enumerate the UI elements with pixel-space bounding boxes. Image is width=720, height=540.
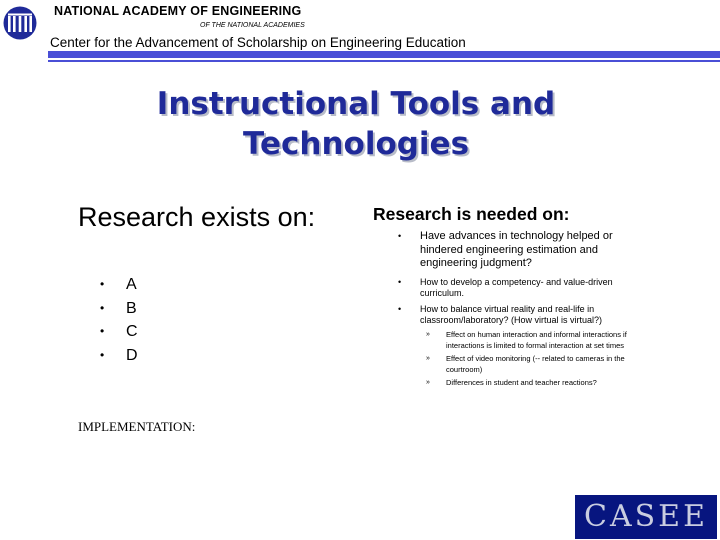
org-name: NATIONAL ACADEMY OF ENGINEERING xyxy=(54,4,302,18)
sub-list xyxy=(420,329,648,388)
header-rule-thin xyxy=(48,60,720,62)
left-heading: Research exists on: xyxy=(78,202,316,232)
bullet: • xyxy=(100,347,105,362)
list-item-text: A xyxy=(126,276,137,293)
sub-list-item-text: Effect of video monitoring (-- related to cameras in the courtroom) xyxy=(446,353,625,374)
slide-title-line-1: Instructional Tools and xyxy=(156,86,556,122)
list-item-text: How to develop a competency- and value-driven curriculum. xyxy=(420,276,613,298)
sub-list-item xyxy=(420,329,648,351)
sub-bullet: » xyxy=(426,354,430,362)
bullet: • xyxy=(398,276,402,287)
bullet: • xyxy=(398,303,402,314)
header-rule xyxy=(48,51,720,58)
sub-bullet: » xyxy=(426,378,430,386)
org-subtitle: OF THE NATIONAL ACADEMIES xyxy=(200,22,305,29)
list-item-text: D xyxy=(126,346,138,364)
list-item xyxy=(398,230,648,271)
bullet: • xyxy=(100,300,105,315)
bullet: • xyxy=(398,231,402,241)
sub-bullet: » xyxy=(426,330,430,338)
casee-logo: CASEE xyxy=(575,495,717,539)
list-item xyxy=(398,277,648,300)
sub-list-item-text: Differences in student and teacher reactions? xyxy=(446,377,597,387)
list-item xyxy=(100,276,138,300)
right-heading: Research is needed on: xyxy=(373,204,570,224)
sub-list-item-text: Effect on human interaction and informal interactions if interactions is limited to formal interaction at set times xyxy=(446,329,627,350)
slide-title xyxy=(0,84,712,164)
list-item-text: B xyxy=(126,299,137,317)
left-list xyxy=(100,276,138,370)
sub-list-item xyxy=(420,377,648,388)
sub-list-item xyxy=(420,353,648,375)
list-item-text: C xyxy=(126,323,138,340)
center-name: Center for the Advancement of Scholarship on Engineering Education xyxy=(50,35,466,50)
list-item xyxy=(100,323,138,347)
list-item-text: How to balance virtual reality and real-life in classroom/laboratory? (How virtual is virtual?) xyxy=(420,303,603,325)
list-item-text: Have advances in technology helped or hindered engineering estimation and engineering judgment? xyxy=(420,230,613,269)
bullet: • xyxy=(100,324,105,338)
right-list xyxy=(398,230,648,392)
implementation-label: IMPLEMENTATION: xyxy=(78,419,196,434)
bullet: • xyxy=(100,277,105,291)
list-item xyxy=(398,304,648,388)
nae-seal-logo xyxy=(3,6,37,40)
list-item xyxy=(100,347,138,371)
slide-title-line-2: Technologies xyxy=(242,126,470,162)
list-item xyxy=(100,300,138,324)
